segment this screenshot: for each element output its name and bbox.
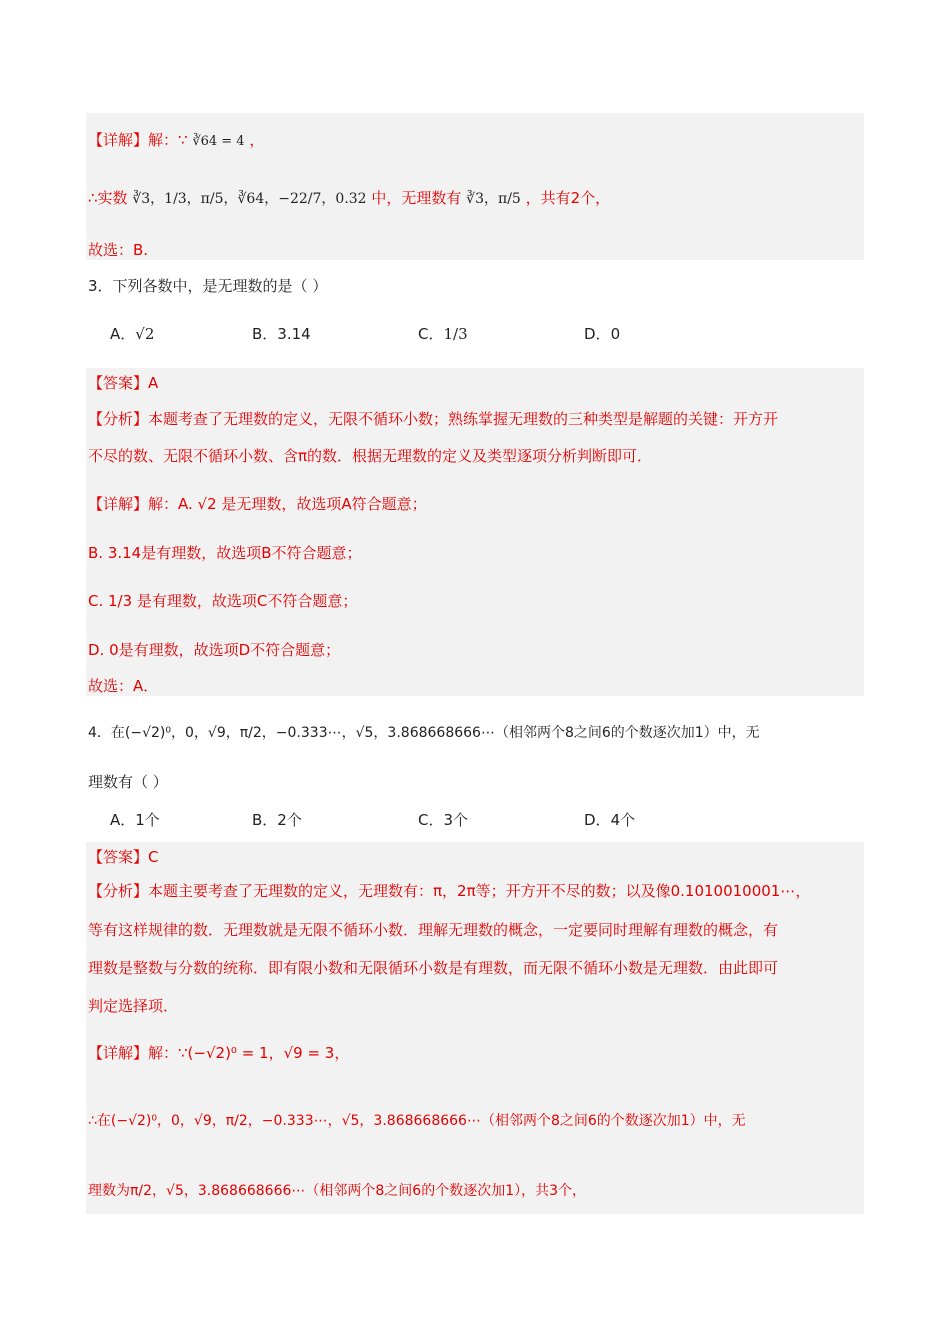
option-label: D．	[584, 811, 611, 829]
detail-prefix: 【详解】解：∵	[88, 131, 188, 149]
option-b[interactable]	[252, 809, 302, 830]
option-value: 3个	[443, 811, 469, 829]
conclusion-prefix: ∴实数	[88, 189, 128, 207]
detail-line: C. 1/3 是有理数，故选项C不符合题意；	[88, 592, 358, 610]
analysis-line: 【分析】本题主要考查了无理数的定义，无理数有：π，2π等；开方开不尽的数；以及像0.1010010001⋯，	[88, 882, 811, 900]
option-value: 2个	[277, 811, 302, 829]
option-value: √2	[135, 325, 155, 343]
conclusion-suffix: ，共有2个，	[525, 189, 611, 207]
detail-line	[88, 130, 264, 152]
option-a[interactable]	[110, 323, 154, 344]
analysis-line: 不尽的数、无限不循环小数、含π的数．根据无理数的定义及类型逐项分析判断即可．	[88, 447, 653, 465]
option-value: 1个	[135, 811, 160, 829]
choice-line: 故选：B.	[88, 241, 149, 259]
option-value: 0	[610, 325, 621, 343]
detail-line: 【详解】解：∵(−√2)⁰ = 1，√9 = 3，	[88, 1044, 350, 1062]
analysis-line: 理数是整数与分数的统称．即有限小数和无限循环小数是有理数，而无限不循环小数是无理数．由此即可	[88, 959, 779, 977]
analysis-line: 【分析】本题考查了无理数的定义，无限不循环小数；熟练掌握无理数的三种类型是解题的关键：开方开	[88, 410, 779, 428]
detail-line: 【详解】解：A. √2 是无理数，故选项A符合题意；	[88, 495, 427, 513]
detail-line: ∴在(−√2)⁰，0，√9，π/2，−0.333⋯，√5，3.868668666⋯（相邻两个8之间6的个数逐次加1）中，无	[88, 1113, 746, 1129]
option-value: 3.14	[277, 325, 311, 343]
detail-line: 理数为π/2，√5，3.868668666⋯（相邻两个8之间6的个数逐次加1），共3个，	[88, 1183, 587, 1199]
option-label: B．	[252, 811, 278, 829]
option-c[interactable]	[418, 323, 468, 344]
option-label: C．	[418, 811, 444, 829]
detail-line: B. 3.14是有理数，故选项B不符合题意；	[88, 544, 362, 562]
option-value: 4个	[610, 811, 636, 829]
answer-line: 【答案】C	[88, 848, 159, 866]
option-label: C．	[418, 325, 444, 343]
number-list: ∛3，1/3，π/5，∛64，−22/7，0.32	[132, 191, 367, 207]
analysis-line: 判定选择项．	[88, 997, 179, 1015]
irrational-list: ∛3，π/5	[466, 191, 521, 207]
analysis-line: 等有这样规律的数．无理数就是无限不循环小数．理解无理数的概念，一定要同时理解有理数的概念，有	[88, 921, 779, 939]
answer-line: 【答案】A	[88, 374, 159, 392]
question-stem: 3．下列各数中，是无理数的是（ ）	[88, 277, 328, 295]
question-stem: 4．在(−√2)⁰，0，√9，π/2，−0.333⋯，√5，3.868668666⋯（相邻两个8之间6的个数逐次加1）中，无	[88, 725, 760, 741]
option-d[interactable]	[584, 323, 620, 344]
detail-suffix: ，	[249, 131, 265, 149]
conclusion-mid: 中，无理数有	[371, 189, 462, 207]
option-label: B．	[252, 325, 278, 343]
option-a[interactable]	[110, 809, 160, 830]
option-label: A．	[110, 325, 136, 343]
choice-line: 故选：A．	[88, 677, 159, 695]
option-label: A．	[110, 811, 136, 829]
option-d[interactable]	[584, 809, 635, 830]
conclusion-line	[88, 188, 610, 209]
question-stem: 理数有（ ）	[88, 773, 168, 791]
option-value: 1/3	[443, 325, 468, 343]
option-label: D．	[584, 325, 611, 343]
formula: ∛64 = 4	[192, 134, 245, 149]
option-b[interactable]	[252, 323, 311, 344]
detail-line: D. 0是有理数，故选项D不符合题意；	[88, 641, 341, 659]
option-c[interactable]	[418, 809, 468, 830]
